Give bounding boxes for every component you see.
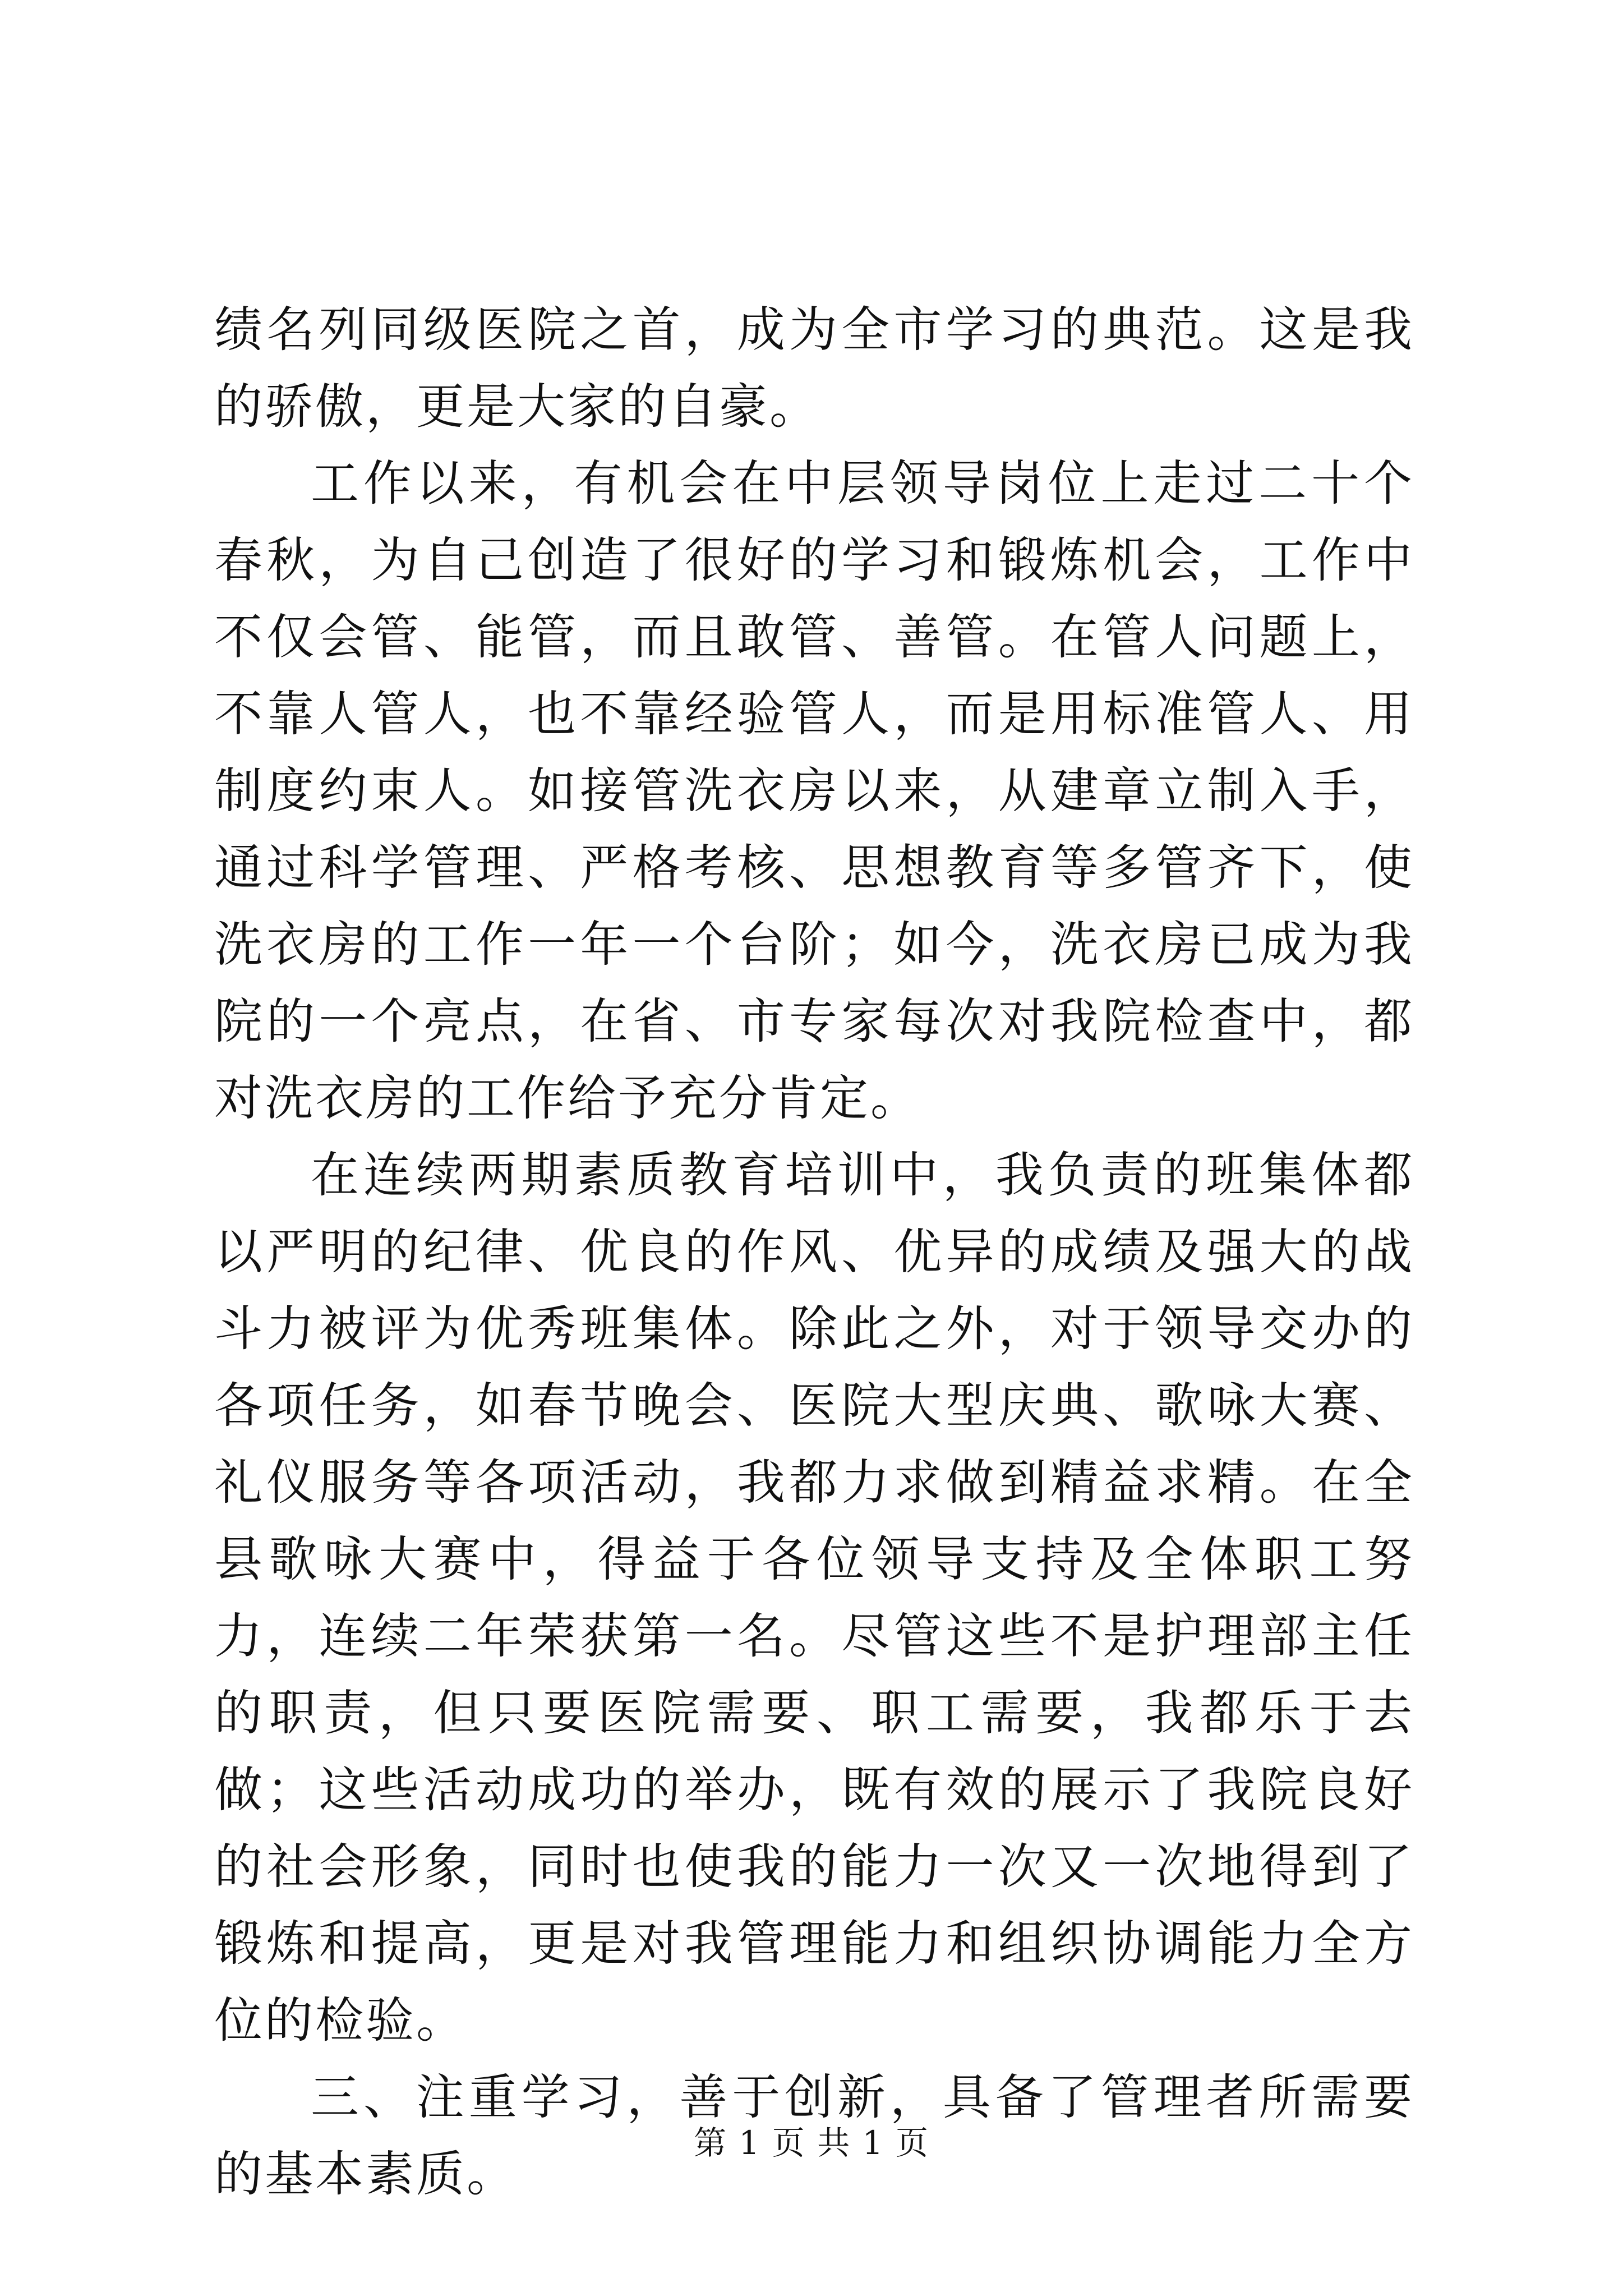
page-number-footer: 第 1 页 共 1 页 [694, 2124, 929, 2162]
paragraph-training-activities: 在连续两期素质教育培训中，我负责的班集体都以严明的纪律、优良的作风、优异的成绩及强大的战斗力被评为优秀班集体。除此之外，对于领导交办的各项任务，如春节晚会、医院大型庆典、歌咏大赛、礼仪服务等各项活动，我都力求做到精益求精。在全县歌咏大赛中，得益于各位领导支持及全体职工努力，连续二年荣获第一名。尽管这些不是护理部主任的职责，但只要医院需要、职工需要，我都乐于去做；这些活动成功的举办，既有效的展示了我院良好的社会形象，同时也使我的能力一次又一次地得到了锻炼和提高，更是对我管理能力和组织协调能力全方位的检验。 [214, 1147, 1414, 2049]
paragraph-management-experience: 工作以来，有机会在中层领导岗位上走过二十个春秋，为自己创造了很好的学习和锻炼机会，工作中不仅会管、能管，而且敢管、善管。在管人问题上，不靠人管人，也不靠经验管人，而是用标准管人、用制度约束人。如接管洗衣房以来，从建章立制入手，通过科学管理、严格考核、思想教育等多管齐下，使洗衣房的工作一年一个台阶；如今，洗衣房已成为我院的一个亮点，在省、市专家每次对我院检查中，都对洗衣房的工作给予充分肯定。 [214, 455, 1414, 1126]
paragraph-continuation: 绩名列同级医院之首，成为全市学习的典范。这是我的骄傲，更是大家的自豪。 [214, 302, 1414, 435]
section-heading-learning-innovation: 三、注重学习，善于创新，具备了管理者所需要的基本素质。 [214, 2069, 1414, 2202]
document-body [214, 292, 1414, 2213]
